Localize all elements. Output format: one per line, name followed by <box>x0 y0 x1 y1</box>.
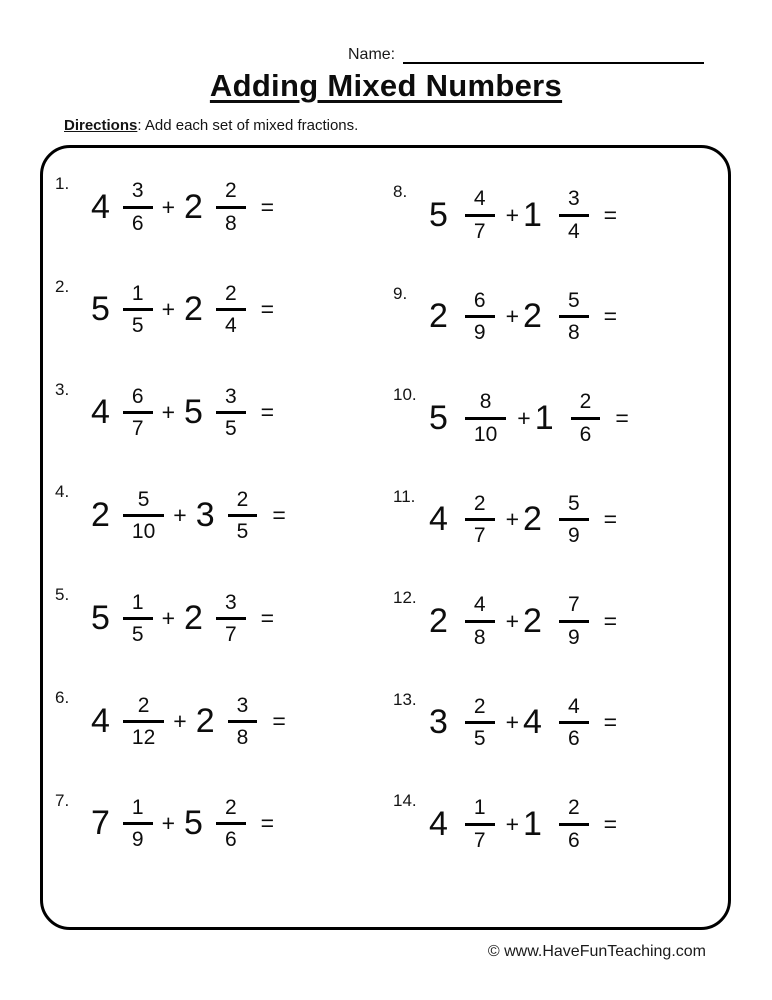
fraction-numerator: 6 <box>123 385 153 414</box>
fraction-denominator: 10 <box>473 422 498 446</box>
fraction-numerator: 3 <box>228 694 258 723</box>
problem-row <box>393 588 722 654</box>
fraction-numerator: 1 <box>123 282 153 311</box>
plus-operator: + <box>505 303 520 329</box>
fraction-numerator: 1 <box>465 796 495 825</box>
problem-number: 9. <box>393 283 408 303</box>
problem-number: 5. <box>55 585 70 605</box>
fraction-first <box>465 187 495 242</box>
equals-sign: = <box>260 193 275 220</box>
mixed-number-whole-first: 5 <box>429 398 448 437</box>
fraction-first <box>465 289 495 344</box>
fraction-numerator: 2 <box>571 390 601 419</box>
fraction-denominator: 7 <box>224 622 237 646</box>
mixed-number-whole-first: 4 <box>91 393 110 432</box>
problem-expression <box>91 591 274 646</box>
plus-operator: + <box>161 604 176 631</box>
fraction-first <box>465 695 495 750</box>
fraction-first <box>123 488 164 543</box>
fraction-denominator: 4 <box>567 219 580 243</box>
problem-row <box>393 791 722 857</box>
problem-number: 2. <box>55 276 70 296</box>
fraction-numerator: 4 <box>465 593 495 622</box>
fraction-denominator: 8 <box>473 625 486 649</box>
fraction-denominator: 12 <box>131 725 156 749</box>
equals-sign: = <box>603 810 618 837</box>
problem-number: 10. <box>393 385 417 404</box>
fraction-second <box>559 695 589 750</box>
equals-sign: = <box>260 296 275 323</box>
fraction-second <box>559 593 589 648</box>
problem-row <box>393 182 722 248</box>
fraction-denominator: 6 <box>567 828 580 852</box>
mixed-number-whole-second: 3 <box>195 495 215 534</box>
problem-expression <box>91 488 286 543</box>
equals-sign: = <box>603 607 618 634</box>
fraction-numerator: 2 <box>216 179 246 208</box>
problem-expression <box>429 187 617 242</box>
plus-operator: + <box>505 607 520 634</box>
plus-operator: + <box>505 709 520 735</box>
fraction-second <box>559 289 589 344</box>
problem-expression <box>429 695 617 750</box>
mixed-number-whole-second: 4 <box>523 703 542 741</box>
fraction-first <box>123 694 164 749</box>
mixed-number-whole-first: 5 <box>429 195 448 234</box>
fraction-numerator: 7 <box>559 593 589 622</box>
fraction-denominator: 9 <box>567 625 580 649</box>
mixed-number-whole-second: 1 <box>534 398 554 437</box>
equals-sign: = <box>603 201 618 228</box>
problem-number: 8. <box>393 182 408 201</box>
mixed-number-whole-second: 2 <box>523 601 542 640</box>
mixed-number-whole-second: 2 <box>184 187 203 226</box>
problem-number: 3. <box>55 379 70 399</box>
fraction-numerator: 3 <box>559 187 589 216</box>
fraction-denominator: 6 <box>131 211 144 235</box>
equals-sign: = <box>272 501 286 528</box>
problem-row <box>55 791 393 857</box>
mixed-number-whole-second: 1 <box>523 804 542 843</box>
directions-label: Directions <box>64 117 138 134</box>
fraction-first <box>123 179 153 234</box>
fraction-denominator: 5 <box>236 519 249 543</box>
mixed-number-whole-first: 7 <box>91 804 110 843</box>
mixed-number-whole-first: 5 <box>91 290 110 329</box>
mixed-number-whole-first: 5 <box>91 598 110 637</box>
fraction-denominator: 5 <box>131 622 144 646</box>
fraction-first <box>465 492 495 547</box>
plus-operator: + <box>505 201 520 228</box>
equals-sign: = <box>260 399 275 426</box>
plus-operator: + <box>173 707 187 734</box>
problem-expression <box>91 179 274 234</box>
fraction-numerator: 2 <box>465 695 495 724</box>
fraction-second <box>216 385 246 440</box>
fraction-numerator: 3 <box>216 591 246 620</box>
plus-operator: + <box>161 399 176 426</box>
problem-row <box>55 277 393 343</box>
fraction-numerator: 4 <box>465 187 495 216</box>
fraction-numerator: 1 <box>123 591 153 620</box>
mixed-number-whole-first: 2 <box>429 601 448 640</box>
problem-row <box>393 385 722 451</box>
problems-column-right <box>393 174 722 857</box>
fraction-denominator: 8 <box>236 725 249 749</box>
problem-expression <box>91 796 274 851</box>
equals-sign: = <box>603 303 618 329</box>
fraction-numerator: 8 <box>465 390 506 419</box>
problem-expression <box>91 385 274 440</box>
fraction-numerator: 2 <box>216 282 246 311</box>
fraction-first <box>123 591 153 646</box>
mixed-number-whole-first: 4 <box>429 804 448 843</box>
fraction-second <box>216 796 246 851</box>
directions-text: : Add each set of mixed fractions. <box>137 117 359 134</box>
problem-expression <box>429 390 629 445</box>
directions <box>64 117 772 134</box>
problem-number: 1. <box>55 174 70 193</box>
problem-number: 12. <box>393 588 417 607</box>
fraction-denominator: 7 <box>473 524 486 547</box>
fraction-numerator: 3 <box>216 385 246 414</box>
fraction-denominator: 6 <box>579 422 592 446</box>
fraction-first <box>123 282 153 337</box>
problem-row <box>393 284 722 350</box>
fraction-denominator: 5 <box>224 417 237 441</box>
mixed-number-whole-second: 2 <box>184 290 203 329</box>
fraction-denominator: 5 <box>131 314 144 338</box>
fraction-denominator: 9 <box>473 321 486 344</box>
fraction-numerator: 2 <box>465 492 495 521</box>
fraction-first <box>465 593 495 648</box>
problems-column-left <box>55 174 393 857</box>
fraction-numerator: 2 <box>228 488 258 517</box>
fraction-denominator: 5 <box>473 727 486 750</box>
mixed-number-whole-first: 4 <box>91 701 110 740</box>
plus-operator: + <box>173 501 187 528</box>
fraction-denominator: 8 <box>224 211 237 235</box>
name-blank-line <box>403 46 704 64</box>
fraction-numerator: 5 <box>559 289 589 318</box>
problem-row <box>55 482 393 548</box>
equals-sign: = <box>272 707 286 734</box>
problems-box <box>40 145 731 930</box>
plus-operator: + <box>517 404 531 431</box>
plus-operator: + <box>505 506 520 532</box>
mixed-number-whole-first: 4 <box>91 187 110 226</box>
problem-expression <box>429 796 617 851</box>
fraction-numerator: 2 <box>216 796 246 825</box>
equals-sign: = <box>615 404 629 431</box>
fraction-second <box>559 492 589 547</box>
fraction-numerator: 6 <box>465 289 495 318</box>
fraction-second <box>216 179 246 234</box>
fraction-numerator: 2 <box>559 796 589 825</box>
fraction-denominator: 8 <box>567 321 580 344</box>
fraction-first <box>123 385 153 440</box>
fraction-numerator: 3 <box>123 179 153 208</box>
mixed-number-whole-second: 2 <box>523 297 542 335</box>
fraction-second <box>571 390 601 445</box>
problem-row <box>393 487 722 553</box>
fraction-denominator: 6 <box>567 727 580 750</box>
fraction-first <box>465 390 506 445</box>
mixed-number-whole-second: 2 <box>184 598 203 637</box>
mixed-number-whole-second: 5 <box>184 804 203 843</box>
fraction-numerator: 2 <box>123 694 164 723</box>
page-title: Adding Mixed Numbers <box>209 68 563 103</box>
fraction-denominator: 4 <box>224 314 237 338</box>
fraction-second <box>228 694 258 749</box>
footer-credit: © www.HaveFunTeaching.com <box>487 943 706 960</box>
mixed-number-whole-second: 5 <box>184 393 203 432</box>
fraction-second <box>559 187 589 242</box>
equals-sign: = <box>260 604 275 631</box>
plus-operator: + <box>161 193 176 220</box>
name-label: Name: <box>348 46 396 63</box>
fraction-second <box>228 488 258 543</box>
equals-sign: = <box>260 810 275 837</box>
problem-number: 6. <box>55 688 70 708</box>
fraction-numerator: 5 <box>559 492 589 521</box>
problem-row <box>55 688 393 754</box>
mixed-number-whole-first: 3 <box>429 703 448 741</box>
problem-number: 11. <box>393 486 416 506</box>
fraction-denominator: 10 <box>131 519 156 543</box>
mixed-number-whole-first: 2 <box>91 495 110 534</box>
mixed-number-whole-first: 4 <box>429 500 448 538</box>
fraction-denominator: 9 <box>131 828 144 852</box>
problem-expression <box>91 694 286 749</box>
mixed-number-whole-second: 2 <box>523 500 542 538</box>
problem-number: 14. <box>393 791 417 810</box>
fraction-denominator: 7 <box>473 828 486 852</box>
problem-row <box>393 690 722 756</box>
fraction-first <box>465 796 495 851</box>
fraction-numerator: 4 <box>559 695 589 724</box>
fraction-second <box>216 591 246 646</box>
plus-operator: + <box>161 810 176 837</box>
mixed-number-whole-second: 1 <box>523 195 542 234</box>
fraction-second <box>216 282 246 337</box>
problem-expression <box>429 492 617 547</box>
name-row <box>348 42 704 64</box>
fraction-numerator: 5 <box>123 488 164 517</box>
problem-number: 13. <box>393 689 417 709</box>
mixed-number-whole-second: 2 <box>195 701 215 740</box>
equals-sign: = <box>603 709 618 735</box>
fraction-denominator: 7 <box>473 219 486 243</box>
problem-row <box>55 585 393 651</box>
equals-sign: = <box>603 506 618 532</box>
fraction-first <box>123 796 153 851</box>
problem-expression <box>429 593 617 648</box>
problem-row <box>55 174 393 240</box>
fraction-denominator: 7 <box>131 417 144 441</box>
fraction-denominator: 9 <box>567 524 580 547</box>
problem-expression <box>91 282 274 337</box>
fraction-denominator: 6 <box>224 828 237 852</box>
problem-number: 4. <box>55 482 70 502</box>
plus-operator: + <box>161 296 176 323</box>
mixed-number-whole-first: 2 <box>429 297 448 335</box>
fraction-second <box>559 796 589 851</box>
problem-row <box>55 380 393 446</box>
problem-expression <box>429 289 617 344</box>
problem-number: 7. <box>55 790 70 810</box>
plus-operator: + <box>505 810 520 837</box>
fraction-numerator: 1 <box>123 796 153 825</box>
